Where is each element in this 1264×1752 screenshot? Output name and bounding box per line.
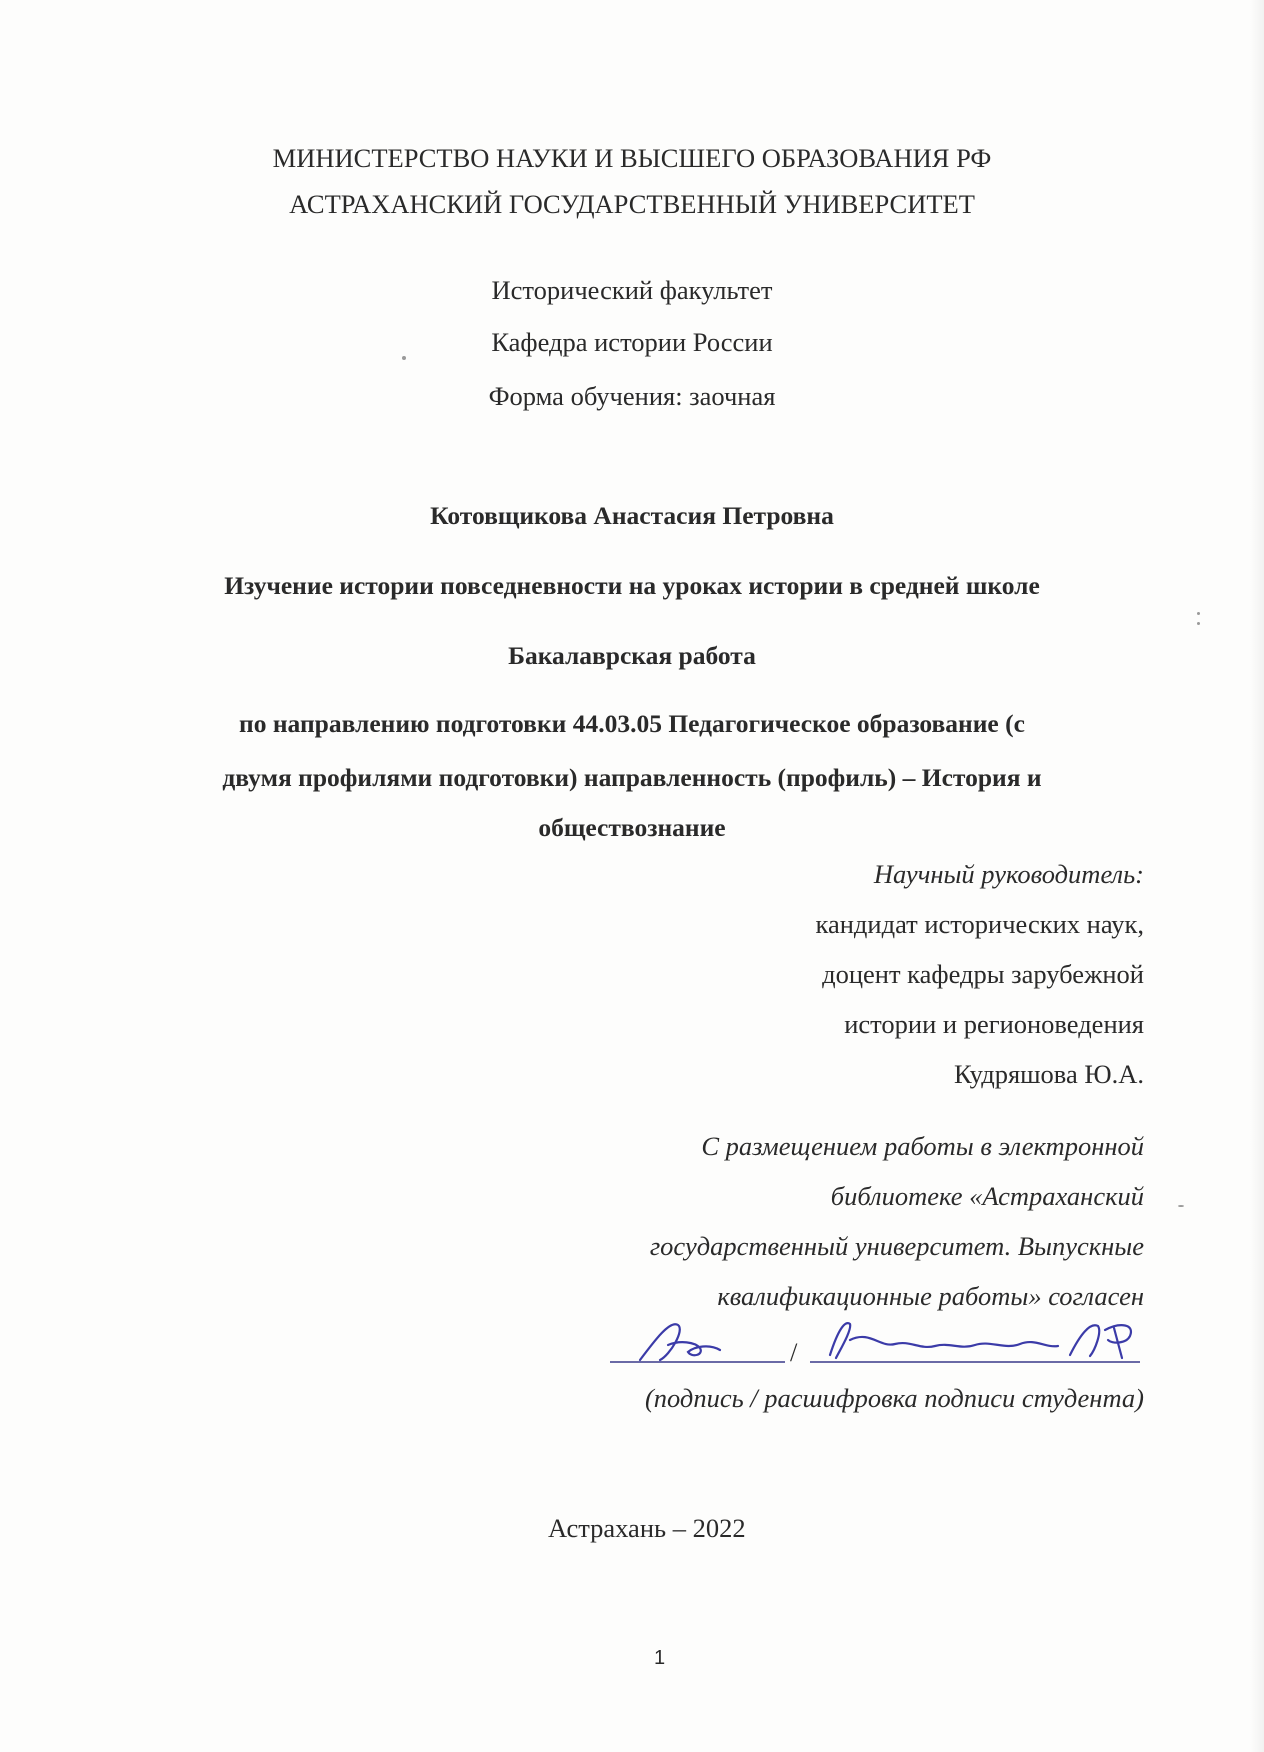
scan-speck (1178, 1205, 1184, 1207)
direction-line-2: двумя профилями подготовки) направленность (профиль) – История и (222, 763, 1042, 792)
author-name: Котовщикова Анастасия Петровна (430, 501, 834, 530)
signature-separator: / (790, 1337, 798, 1367)
direction-line-3: обществознание (538, 813, 726, 842)
faculty-line: Исторический факультет (491, 275, 773, 305)
supervisor-position: доцент кафедры зарубежной (822, 959, 1144, 989)
student-signature (600, 1300, 1200, 1380)
signature-caption: (подпись / расшифровка подписи студента) (644, 1383, 1144, 1413)
supervisor-department: истории и регионоведения (844, 1009, 1144, 1039)
direction-line-1: по направлению подготовки 44.03.05 Педагогическое образование (с (239, 709, 1025, 738)
supervisor-name: Кудряшова Ю.А. (953, 1059, 1144, 1089)
department-line: Кафедра истории России (491, 327, 773, 357)
work-type: Бакалаврская работа (508, 641, 756, 670)
consent-line-1: С размещением работы в электронной (701, 1131, 1144, 1161)
study-form-line: Форма обучения: заочная (488, 381, 776, 411)
page-edge-shadow (1250, 0, 1264, 1752)
thesis-title: Изучение истории повседневности на уроках истории в средней школе (224, 571, 1040, 600)
scan-speck (1197, 622, 1200, 625)
supervisor-label: Научный руководитель: (873, 859, 1144, 889)
supervisor-degree: кандидат исторических наук, (815, 909, 1144, 939)
consent-line-3: государственный университет. Выпускные (649, 1231, 1144, 1261)
city-year: Астрахань – 2022 (548, 1513, 746, 1543)
scan-speck (402, 356, 406, 360)
consent-line-2: библиотеке «Астраханский (830, 1181, 1144, 1211)
university-heading: АСТРАХАНСКИЙ ГОСУДАРСТВЕННЫЙ УНИВЕРСИТЕТ (289, 189, 975, 219)
ministry-heading: МИНИСТЕРСТВО НАУКИ И ВЫСШЕГО ОБРАЗОВАНИЯ РФ (272, 143, 992, 173)
page-number: 1 (654, 1647, 666, 1669)
scan-speck (1197, 612, 1200, 615)
consent-line-4: квалификационные работы» согласен (717, 1281, 1144, 1311)
